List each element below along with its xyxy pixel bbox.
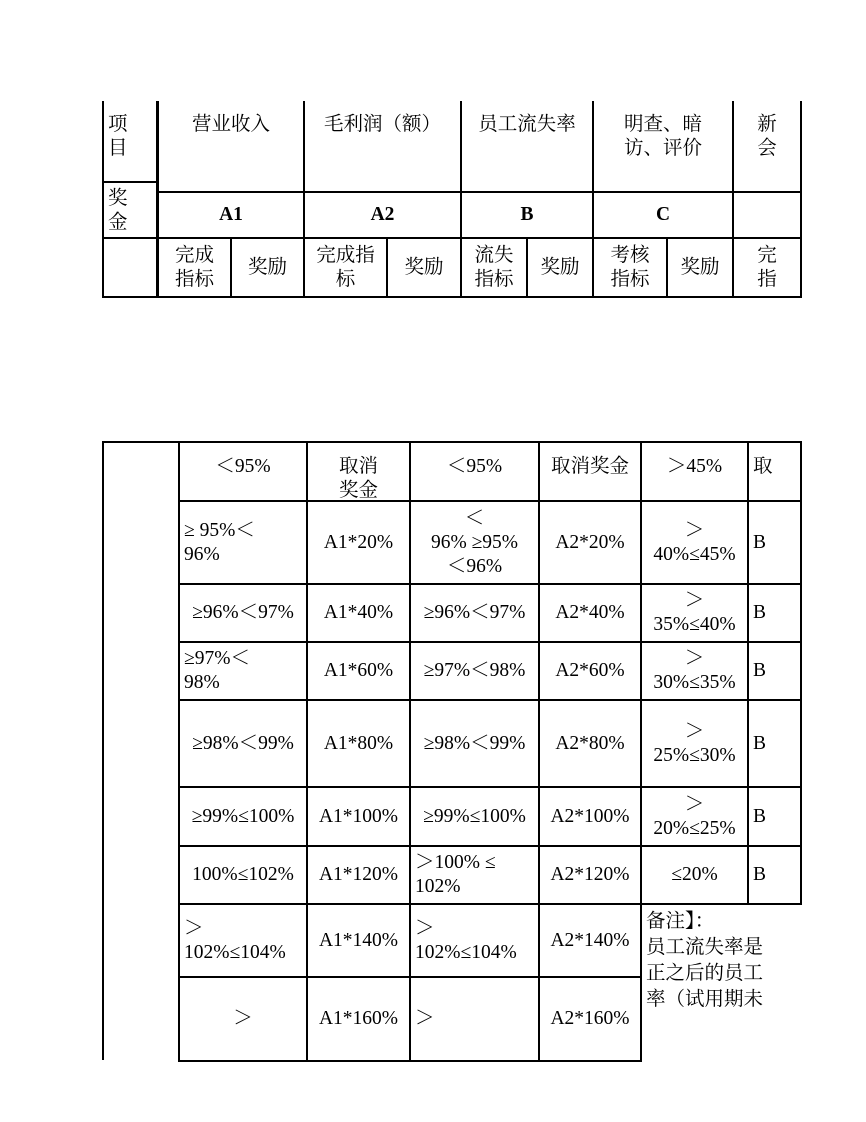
subheader-cell: 奖励	[230, 237, 305, 298]
subheader-cell: 完成 指标	[157, 237, 232, 298]
subheader-cell: 奖励	[526, 237, 594, 298]
table-cell: 取	[747, 441, 802, 502]
note-cell: 备注】： 员工流失率是 正之后的员工 率（试用期未	[640, 903, 800, 1060]
table-cell: ＞45%	[640, 441, 749, 502]
table-cell: ＞ 40%≤45%	[640, 500, 749, 585]
subheader-cell: 完 指	[732, 237, 802, 298]
empty-cell	[102, 237, 158, 298]
table-cell: ≥ 95%＜ 96%	[178, 500, 308, 585]
table-cell: ≥96%＜97%	[409, 583, 540, 643]
category-code: C	[592, 191, 734, 239]
category-code: A1	[157, 191, 305, 239]
table-cell: B	[747, 699, 802, 788]
table-cell: A1*40%	[306, 583, 411, 643]
table-cell: ＜95%	[178, 441, 308, 502]
table-cell: 取消 奖金	[306, 441, 411, 502]
table-cell: A1*120%	[306, 845, 411, 905]
table-cell: ＞ 20%≤25%	[640, 786, 749, 847]
table-cell: B	[747, 786, 802, 847]
table-cell: ＞	[178, 976, 308, 1062]
table-cell: ＞ 25%≤30%	[640, 699, 749, 788]
table-cell: B	[747, 641, 802, 701]
table-cell: ＜ 96% ≥95% ＜96%	[409, 500, 540, 585]
table-cell: ≥97%＜ 98%	[178, 641, 308, 701]
subheader-cell: 奖励	[386, 237, 462, 298]
table-cell: A2*40%	[538, 583, 642, 643]
table-cell: 取消奖金	[538, 441, 642, 502]
category-header: 明查、暗 访、评价	[592, 101, 734, 193]
table-cell: A2*20%	[538, 500, 642, 585]
row-label-bonus: 奖 金	[102, 181, 158, 239]
category-header: 新 会	[732, 101, 802, 193]
category-code: B	[460, 191, 594, 239]
subheader-cell: 流失 指标	[460, 237, 528, 298]
table-cell: ≥98%＜99%	[409, 699, 540, 788]
table-cell: ＜95%	[409, 441, 540, 502]
category-header: 毛利润（额）	[303, 101, 462, 193]
table-cell: A2*60%	[538, 641, 642, 701]
table-cell: ＞100% ≤ 102%	[409, 845, 540, 905]
empty-label-column	[102, 441, 180, 1060]
table-cell: ≥99%≤100%	[409, 786, 540, 847]
subheader-cell: 完成指 标	[303, 237, 388, 298]
table-cell: 100%≤102%	[178, 845, 308, 905]
table-cell: ＞ 35%≤40%	[640, 583, 749, 643]
table-cell: ≥99%≤100%	[178, 786, 308, 847]
table-cell: ＞	[409, 976, 540, 1062]
category-header: 营业收入	[157, 101, 305, 193]
subheader-cell: 奖励	[666, 237, 734, 298]
table-cell: B	[747, 583, 802, 643]
table-cell: ＞ 30%≤35%	[640, 641, 749, 701]
table-cell: ＞ 102%≤104%	[178, 903, 308, 978]
table-cell: A1*60%	[306, 641, 411, 701]
category-header: 员工流失率	[460, 101, 594, 193]
table-cell: ≥96%＜97%	[178, 583, 308, 643]
category-code: A2	[303, 191, 462, 239]
table-cell: ＞ 102%≤104%	[409, 903, 540, 978]
table-cell: A2*100%	[538, 786, 642, 847]
table-cell: A1*20%	[306, 500, 411, 585]
table-cell: B	[747, 845, 802, 905]
table-cell: A2*160%	[538, 976, 642, 1062]
table-cell: A1*100%	[306, 786, 411, 847]
table-cell: A2*120%	[538, 845, 642, 905]
table-cell: A1*140%	[306, 903, 411, 978]
table-cell: A1*80%	[306, 699, 411, 788]
table-cell: A1*160%	[306, 976, 411, 1062]
category-code	[732, 191, 802, 239]
table-cell: ≥98%＜99%	[178, 699, 308, 788]
row-label-project: 项 目	[102, 101, 158, 182]
table-cell: ≤20%	[640, 845, 749, 905]
table-cell: ≥97%＜98%	[409, 641, 540, 701]
table-cell: A2*140%	[538, 903, 642, 978]
subheader-cell: 考核 指标	[592, 237, 668, 298]
table-cell: A2*80%	[538, 699, 642, 788]
table-cell: B	[747, 500, 802, 585]
